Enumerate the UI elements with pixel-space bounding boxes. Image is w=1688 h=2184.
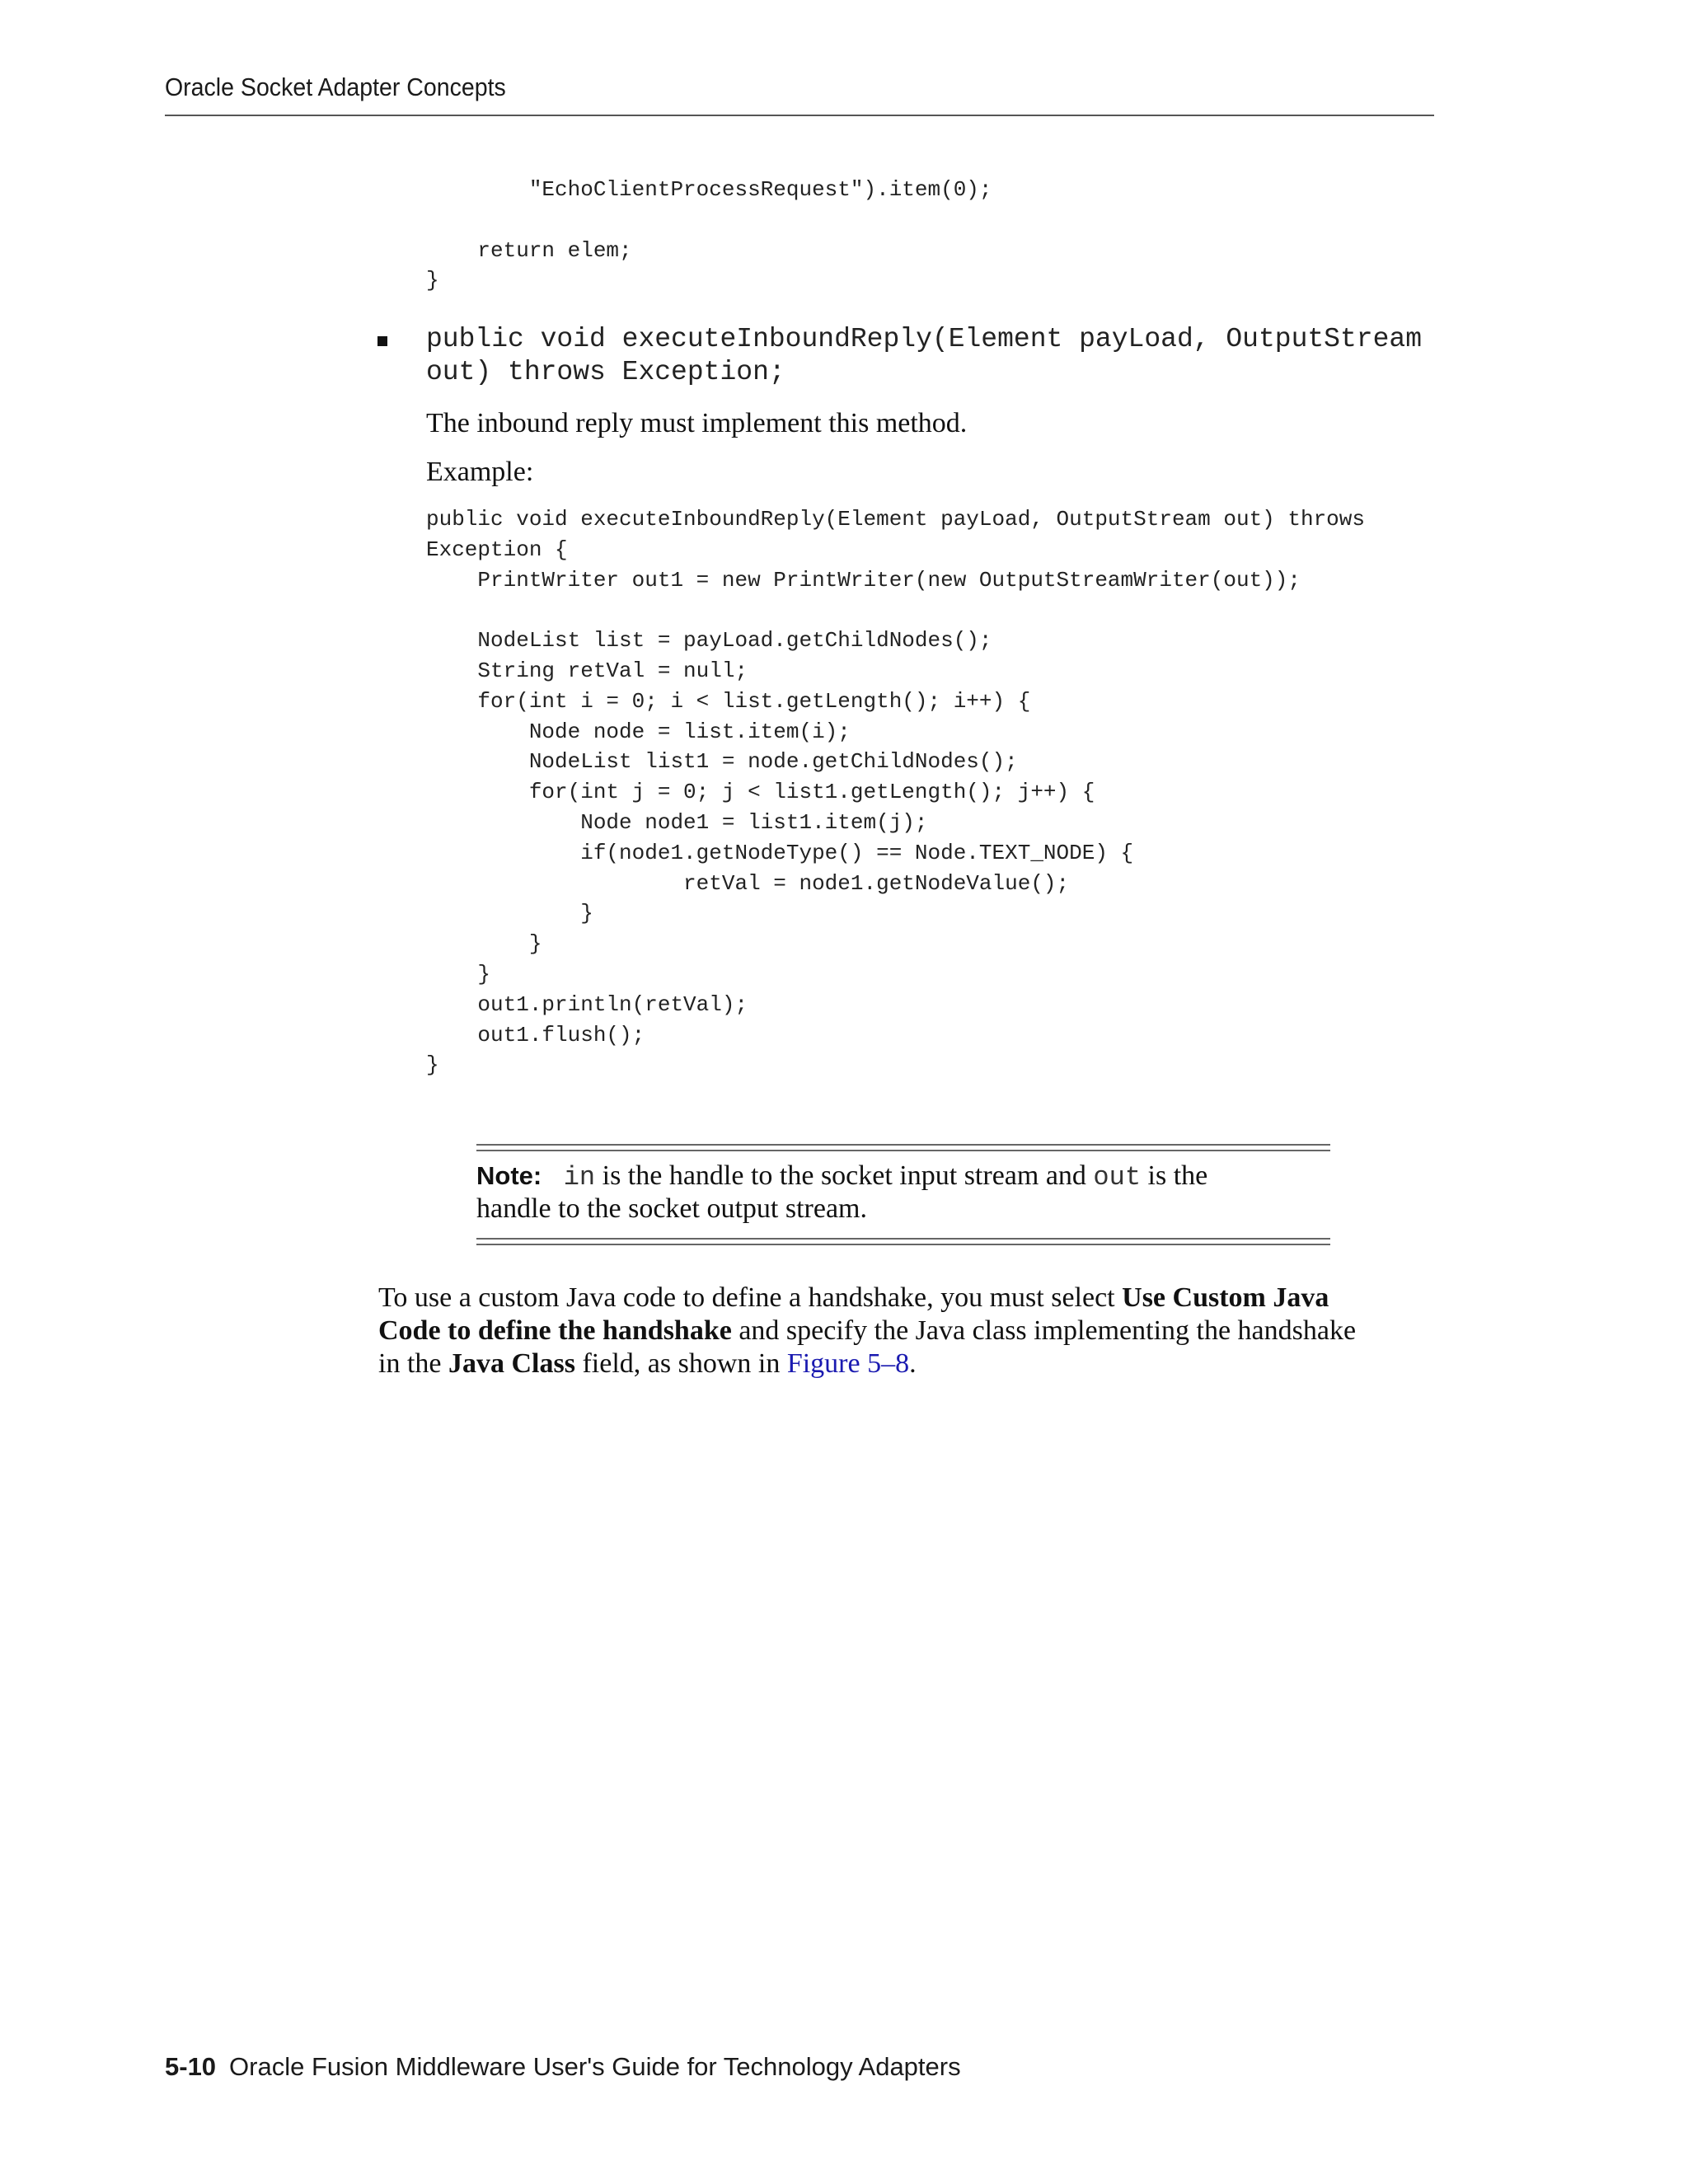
note-top-rule	[476, 1150, 1330, 1151]
note-bottom-rule	[476, 1238, 1330, 1240]
paragraph-text: field, as shown in	[574, 1348, 787, 1379]
example-label: Example:	[426, 457, 534, 487]
paragraph-bold-text: Use Custom Java	[1122, 1282, 1329, 1313]
note-line-1	[476, 1160, 1207, 1194]
paragraph-text: To use a custom Java code to define a handshake, you must select	[378, 1282, 1123, 1313]
note-code-in: in	[563, 1162, 596, 1193]
method-description: The inbound reply must implement this method.	[426, 408, 968, 438]
paragraph-text: in the	[378, 1348, 448, 1379]
paragraph-line-3	[378, 1347, 917, 1380]
paragraph-bold-text: Code to define the handshake	[378, 1315, 732, 1346]
page-footer	[165, 2052, 961, 2082]
note-text-2: is the	[1141, 1160, 1208, 1191]
note-label: Note:	[476, 1161, 542, 1190]
paragraph-line-2	[378, 1315, 1356, 1347]
running-header: Oracle Socket Adapter Concepts	[165, 73, 506, 101]
note-line-2: handle to the socket output stream.	[476, 1193, 867, 1224]
code-block-previous: "EchoClientProcessRequest").item(0); return elem; }	[426, 177, 992, 293]
page-number: 5-10	[165, 2052, 217, 2081]
note-code-out: out	[1093, 1162, 1142, 1193]
paragraph-line-1	[378, 1282, 1329, 1315]
bullet-marker	[377, 336, 387, 346]
paragraph-text: .	[909, 1348, 917, 1379]
paragraph-text: and specify the Java class implementing the handshake	[731, 1315, 1357, 1346]
paragraph-bold-text: Java Class	[448, 1348, 575, 1379]
note-text-1: is the handle to the socket input stream and	[595, 1160, 1094, 1191]
method-signature-line-1: public void executeInboundReply(Element payLoad, OutputStream	[426, 324, 1422, 354]
method-signature-line-2: out) throws Exception;	[426, 357, 785, 387]
method-signature	[426, 323, 1422, 389]
code-block-example: public void executeInboundReply(Element payLoad, OutputStream out) throws Exception { PrintWriter out1 = new PrintWriter(new OutputStreamWriter(out)); NodeList list = payLoad.getChildNodes(); String retVal = null; for(int i = 0; i < list.getLength(); i++) { Node node = list.item(i); NodeList list1 = node.getChildNodes(); for(int j = 0; j < list1.getLength(); j++) { Node node1 = list1.item(j); if(node1.getNodeType() == Node.TEXT_NODE) { retVal = node1.getNodeValue(); } } } out1.println(retVal); out1.flush(); }	[426, 507, 1365, 1078]
note-bottom-rule	[476, 1244, 1330, 1245]
figure-cross-reference-link[interactable]: Figure 5–8	[786, 1348, 910, 1379]
book-title: Oracle Fusion Middleware User's Guide for Technology Adapters	[229, 2052, 961, 2081]
header-rule	[165, 115, 1434, 116]
note-top-rule	[476, 1144, 1330, 1146]
